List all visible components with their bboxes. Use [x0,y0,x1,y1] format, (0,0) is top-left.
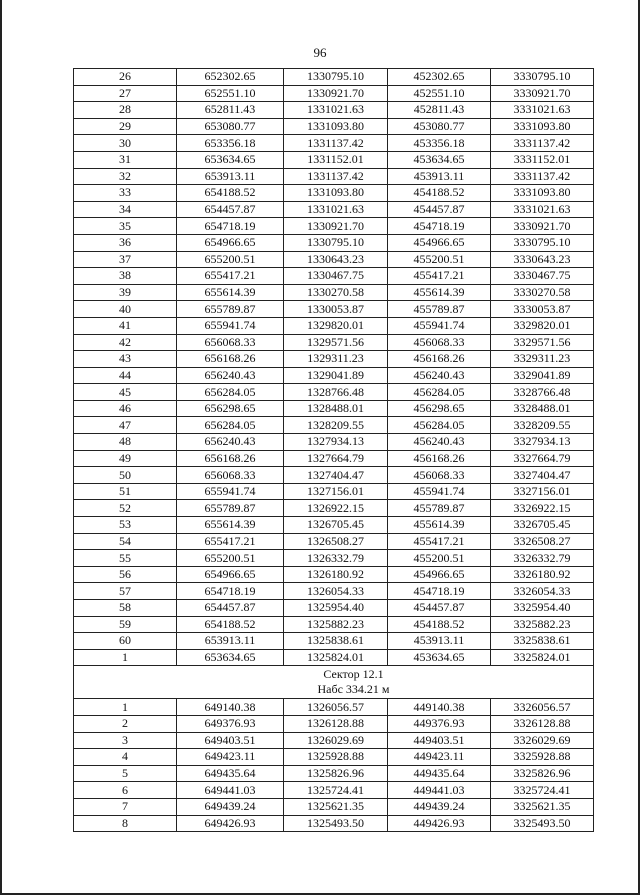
cell-y-local: 1327664.79 [284,450,388,467]
table-row [74,367,594,384]
cell-x-system: 454966.65 [388,234,491,251]
cell-point-number: 46 [74,400,177,417]
table-row [74,732,594,749]
cell-y-local: 1326922.15 [284,500,388,517]
cell-y-system: 3331093.80 [491,185,594,202]
cell-y-system: 3326029.69 [491,732,594,749]
cell-x-local: 649376.93 [177,715,284,732]
cell-y-local: 1326508.27 [284,533,388,550]
sector-title: Сектор 12.1 [323,667,384,682]
cell-point-number: 52 [74,500,177,517]
cell-y-local: 1325493.50 [284,815,388,832]
cell-y-local: 1331137.42 [284,168,388,185]
cell-point-number: 48 [74,434,177,451]
cell-point-number: 39 [74,284,177,301]
cell-x-local: 654718.19 [177,583,284,600]
cell-x-system: 453356.18 [388,135,491,152]
cell-x-system: 452302.65 [388,69,491,86]
table-row [74,633,594,650]
cell-x-system: 454457.87 [388,600,491,617]
cell-y-system: 3330921.70 [491,218,594,235]
cell-y-local: 1330795.10 [284,69,388,86]
cell-point-number: 49 [74,450,177,467]
cell-y-system: 3329311.23 [491,351,594,368]
cell-x-system: 449423.11 [388,749,491,766]
cell-x-system: 456168.26 [388,351,491,368]
cell-point-number: 43 [74,351,177,368]
cell-x-system: 456284.05 [388,417,491,434]
cell-point-number: 58 [74,600,177,617]
cell-point-number: 54 [74,533,177,550]
table-row [74,334,594,351]
table-row [74,467,594,484]
cell-y-system: 3330643.23 [491,251,594,268]
cell-x-local: 653634.65 [177,649,284,666]
cell-x-local: 655941.74 [177,483,284,500]
cell-point-number: 59 [74,616,177,633]
cell-point-number: 50 [74,467,177,484]
cell-x-system: 449441.03 [388,782,491,799]
cell-y-system: 3330053.87 [491,301,594,318]
cell-x-local: 649435.64 [177,765,284,782]
cell-y-local: 1330921.70 [284,85,388,102]
cell-x-system: 455614.39 [388,284,491,301]
cell-x-local: 653356.18 [177,135,284,152]
cell-point-number: 45 [74,384,177,401]
cell-x-system: 449426.93 [388,815,491,832]
cell-x-system: 456068.33 [388,467,491,484]
cell-point-number: 8 [74,815,177,832]
cell-point-number: 41 [74,317,177,334]
cell-y-system: 3331137.42 [491,168,594,185]
cell-x-system: 455200.51 [388,550,491,567]
cell-x-local: 656284.05 [177,417,284,434]
cell-y-system: 3327664.79 [491,450,594,467]
cell-point-number: 27 [74,85,177,102]
cell-y-system: 3326056.57 [491,699,594,716]
coordinates-table [73,68,594,832]
cell-x-local: 649426.93 [177,815,284,832]
cell-y-system: 3325954.40 [491,600,594,617]
cell-y-system: 3330921.70 [491,85,594,102]
cell-x-local: 649439.24 [177,798,284,815]
cell-x-local: 656068.33 [177,334,284,351]
table-row [74,715,594,732]
table-row [74,118,594,135]
cell-x-system: 454457.87 [388,201,491,218]
cell-x-system: 452551.10 [388,85,491,102]
cell-y-local: 1328488.01 [284,400,388,417]
cell-point-number: 60 [74,633,177,650]
sector-height: Набс 334.21 м [317,682,390,697]
cell-x-system: 456068.33 [388,334,491,351]
cell-x-system: 454718.19 [388,583,491,600]
cell-x-system: 449435.64 [388,765,491,782]
cell-x-local: 649441.03 [177,782,284,799]
sector-header [74,666,594,699]
cell-x-local: 655614.39 [177,284,284,301]
cell-x-local: 649403.51 [177,732,284,749]
cell-x-local: 656168.26 [177,450,284,467]
page-number: 96 [313,45,327,60]
cell-y-system: 3328488.01 [491,400,594,417]
cell-y-local: 1326180.92 [284,566,388,583]
table-row [74,185,594,202]
cell-point-number: 56 [74,566,177,583]
cell-x-local: 656068.33 [177,467,284,484]
cell-point-number: 35 [74,218,177,235]
table-row [74,699,594,716]
cell-y-system: 3325882.23 [491,616,594,633]
cell-y-local: 1330795.10 [284,234,388,251]
cell-y-system: 3330270.58 [491,284,594,301]
cell-y-system: 3327934.13 [491,434,594,451]
cell-y-system: 3325621.35 [491,798,594,815]
cell-point-number: 32 [74,168,177,185]
cell-x-system: 449403.51 [388,732,491,749]
cell-x-system: 452811.43 [388,102,491,119]
table-row [74,600,594,617]
table-row [74,168,594,185]
cell-x-system: 449140.38 [388,699,491,716]
cell-x-local: 655417.21 [177,268,284,285]
cell-y-system: 3331137.42 [491,135,594,152]
cell-x-system: 454966.65 [388,566,491,583]
table-row [74,102,594,119]
table-row [74,351,594,368]
cell-y-system: 3331021.63 [491,201,594,218]
cell-y-local: 1327934.13 [284,434,388,451]
cell-x-local: 652302.65 [177,69,284,86]
cell-x-system: 453634.65 [388,649,491,666]
cell-x-local: 655200.51 [177,251,284,268]
cell-x-local: 653080.77 [177,118,284,135]
cell-y-local: 1326054.33 [284,583,388,600]
cell-x-system: 449439.24 [388,798,491,815]
cell-y-system: 3326180.92 [491,566,594,583]
cell-y-local: 1325621.35 [284,798,388,815]
cell-x-local: 654457.87 [177,600,284,617]
table-row [74,749,594,766]
cell-x-system: 456240.43 [388,434,491,451]
cell-y-local: 1329571.56 [284,334,388,351]
cell-y-local: 1328209.55 [284,417,388,434]
table-row [74,583,594,600]
cell-y-local: 1329820.01 [284,317,388,334]
cell-y-system: 3326508.27 [491,533,594,550]
cell-x-system: 455941.74 [388,483,491,500]
cell-point-number: 40 [74,301,177,318]
table-row [74,765,594,782]
cell-x-local: 653913.11 [177,168,284,185]
table-row [74,550,594,567]
cell-x-local: 654718.19 [177,218,284,235]
cell-y-local: 1327404.47 [284,467,388,484]
cell-y-local: 1330270.58 [284,284,388,301]
cell-point-number: 37 [74,251,177,268]
cell-y-local: 1327156.01 [284,483,388,500]
table-row [74,566,594,583]
cell-y-local: 1331021.63 [284,102,388,119]
cell-x-system: 455941.74 [388,317,491,334]
table-row [74,85,594,102]
cell-y-local: 1331021.63 [284,201,388,218]
cell-x-system: 456284.05 [388,384,491,401]
cell-y-system: 3330795.10 [491,69,594,86]
cell-y-system: 3326705.45 [491,517,594,534]
cell-y-system: 3325493.50 [491,815,594,832]
cell-y-local: 1325882.23 [284,616,388,633]
cell-x-local: 653913.11 [177,633,284,650]
cell-y-local: 1325954.40 [284,600,388,617]
cell-point-number: 33 [74,185,177,202]
cell-y-system: 3330795.10 [491,234,594,251]
cell-point-number: 42 [74,334,177,351]
cell-y-system: 3325826.96 [491,765,594,782]
cell-point-number: 29 [74,118,177,135]
cell-point-number: 5 [74,765,177,782]
cell-x-local: 653634.65 [177,151,284,168]
cell-y-system: 3329820.01 [491,317,594,334]
table-row [74,234,594,251]
cell-y-local: 1326332.79 [284,550,388,567]
table-row [74,317,594,334]
cell-y-local: 1331152.01 [284,151,388,168]
cell-y-system: 3331021.63 [491,102,594,119]
cell-point-number: 53 [74,517,177,534]
coordinates-table-body-lower [74,699,594,832]
cell-x-local: 654457.87 [177,201,284,218]
cell-y-local: 1330921.70 [284,218,388,235]
cell-x-system: 453913.11 [388,633,491,650]
cell-y-local: 1325724.41 [284,782,388,799]
cell-y-system: 3325724.41 [491,782,594,799]
cell-point-number: 1 [74,649,177,666]
table-row [74,400,594,417]
cell-point-number: 34 [74,201,177,218]
table-row [74,218,594,235]
cell-x-system: 455789.87 [388,500,491,517]
cell-y-system: 3331093.80 [491,118,594,135]
cell-y-local: 1325826.96 [284,765,388,782]
cell-x-local: 654188.52 [177,185,284,202]
cell-point-number: 26 [74,69,177,86]
cell-y-local: 1326705.45 [284,517,388,534]
table-row [74,135,594,152]
cell-y-system: 3326054.33 [491,583,594,600]
cell-y-system: 3327404.47 [491,467,594,484]
table-row [74,417,594,434]
cell-x-local: 655789.87 [177,301,284,318]
cell-x-system: 456298.65 [388,400,491,417]
cell-y-local: 1329311.23 [284,351,388,368]
cell-x-system: 453080.77 [388,118,491,135]
cell-x-local: 656240.43 [177,367,284,384]
cell-x-local: 655941.74 [177,317,284,334]
cell-y-local: 1330467.75 [284,268,388,285]
table-row [74,815,594,832]
cell-y-system: 3330467.75 [491,268,594,285]
table-row [74,450,594,467]
cell-y-system: 3326128.88 [491,715,594,732]
cell-x-local: 655200.51 [177,550,284,567]
table-row [74,798,594,815]
cell-y-local: 1331093.80 [284,185,388,202]
table-row [74,434,594,451]
table-row [74,268,594,285]
cell-point-number: 57 [74,583,177,600]
cell-point-number: 2 [74,715,177,732]
cell-x-local: 654188.52 [177,616,284,633]
cell-point-number: 31 [74,151,177,168]
cell-y-local: 1326029.69 [284,732,388,749]
cell-y-system: 3325928.88 [491,749,594,766]
cell-y-system: 3328209.55 [491,417,594,434]
cell-y-system: 3326332.79 [491,550,594,567]
cell-point-number: 4 [74,749,177,766]
cell-y-local: 1331137.42 [284,135,388,152]
coordinates-table-body-upper [74,69,594,666]
cell-x-local: 656284.05 [177,384,284,401]
table-row [74,301,594,318]
table-row [74,500,594,517]
cell-x-local: 654966.65 [177,234,284,251]
cell-x-local: 655614.39 [177,517,284,534]
cell-x-local: 656168.26 [177,351,284,368]
table-row [74,616,594,633]
table-row [74,649,594,666]
cell-x-system: 455200.51 [388,251,491,268]
table-row [74,533,594,550]
cell-x-system: 454718.19 [388,218,491,235]
cell-x-local: 654966.65 [177,566,284,583]
cell-point-number: 38 [74,268,177,285]
cell-x-local: 649140.38 [177,699,284,716]
cell-point-number: 1 [74,699,177,716]
cell-y-system: 3328766.48 [491,384,594,401]
cell-x-system: 455417.21 [388,268,491,285]
cell-point-number: 44 [74,367,177,384]
cell-x-system: 453634.65 [388,151,491,168]
cell-x-system: 455789.87 [388,301,491,318]
table-row [74,69,594,86]
cell-y-system: 3329571.56 [491,334,594,351]
cell-y-local: 1329041.89 [284,367,388,384]
cell-point-number: 6 [74,782,177,799]
cell-x-system: 453913.11 [388,168,491,185]
cell-x-local: 656240.43 [177,434,284,451]
cell-x-local: 655789.87 [177,500,284,517]
cell-y-system: 3326922.15 [491,500,594,517]
cell-x-system: 454188.52 [388,185,491,202]
cell-y-system: 3329041.89 [491,367,594,384]
table-row [74,151,594,168]
cell-y-local: 1325928.88 [284,749,388,766]
table-row [74,782,594,799]
cell-x-system: 456240.43 [388,367,491,384]
cell-y-system: 3325824.01 [491,649,594,666]
table-row [74,517,594,534]
cell-x-system: 456168.26 [388,450,491,467]
table-row [74,284,594,301]
cell-y-local: 1325824.01 [284,649,388,666]
cell-point-number: 51 [74,483,177,500]
cell-point-number: 36 [74,234,177,251]
cell-y-local: 1326056.57 [284,699,388,716]
table-row [74,251,594,268]
cell-x-local: 652811.43 [177,102,284,119]
cell-point-number: 28 [74,102,177,119]
sector-row [74,666,594,699]
cell-x-local: 655417.21 [177,533,284,550]
table-row [74,384,594,401]
sector-cell [74,666,594,699]
cell-x-local: 649423.11 [177,749,284,766]
table-row [74,201,594,218]
cell-x-system: 455614.39 [388,517,491,534]
cell-y-system: 3331152.01 [491,151,594,168]
cell-y-local: 1326128.88 [284,715,388,732]
cell-point-number: 7 [74,798,177,815]
cell-y-local: 1325838.61 [284,633,388,650]
cell-y-local: 1331093.80 [284,118,388,135]
cell-y-system: 3327156.01 [491,483,594,500]
cell-point-number: 30 [74,135,177,152]
cell-x-local: 652551.10 [177,85,284,102]
cell-x-system: 455417.21 [388,533,491,550]
cell-point-number: 3 [74,732,177,749]
table-row [74,483,594,500]
cell-y-local: 1330053.87 [284,301,388,318]
cell-y-local: 1330643.23 [284,251,388,268]
cell-x-system: 454188.52 [388,616,491,633]
cell-point-number: 47 [74,417,177,434]
cell-x-local: 656298.65 [177,400,284,417]
cell-y-local: 1328766.48 [284,384,388,401]
cell-x-system: 449376.93 [388,715,491,732]
cell-point-number: 55 [74,550,177,567]
cell-y-system: 3325838.61 [491,633,594,650]
